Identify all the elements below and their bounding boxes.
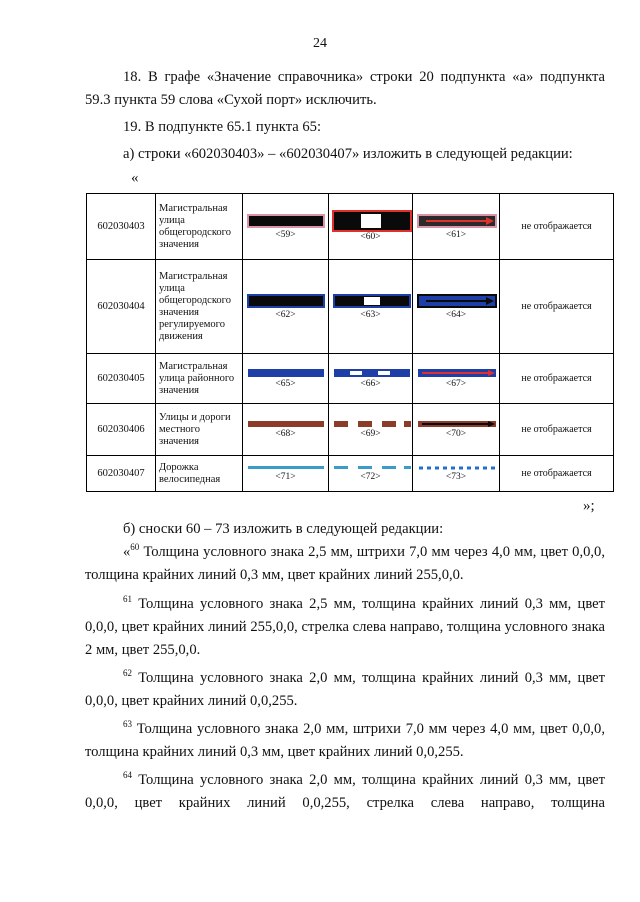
symbol-72 (332, 464, 412, 472)
symbols-table (86, 193, 614, 492)
paragraph-18: 18. В графе «Значение справочника» строки 20 подпункта «а» подпункта 59.3 пункта 59 слова «Сухой порт» исключить. (85, 69, 605, 108)
symbol-label: <65> (275, 379, 296, 389)
table-row (87, 404, 614, 456)
symbol-cell (413, 404, 500, 456)
table-row (87, 456, 614, 492)
symbol-64 (416, 292, 498, 310)
symbol-label: <59> (275, 230, 296, 240)
symbol-label: <69> (360, 429, 381, 439)
row-code: 602030404 (87, 260, 156, 354)
symbol-cell (329, 260, 413, 354)
row-code: 602030405 (87, 354, 156, 404)
table-row (87, 354, 614, 404)
symbol-label: <73> (445, 472, 467, 482)
symbol-cell (243, 456, 329, 492)
symbol-cell (329, 194, 413, 260)
footnote-64 (85, 769, 605, 815)
footnote-63 (85, 718, 605, 764)
symbol-cell (329, 354, 413, 404)
symbol-63 (332, 292, 412, 310)
paragraph-a: а) строки «602030403» – «602030407» изложить в следующей редакции: (123, 146, 573, 162)
symbol-73 (416, 464, 498, 472)
symbol-66 (332, 367, 412, 379)
footnote-60 (85, 541, 605, 587)
footnote-number: 62 (123, 668, 132, 679)
symbol-cell (329, 456, 413, 492)
display-status: не отображается (500, 260, 614, 354)
footnote-prefix: « (123, 544, 131, 560)
display-status: не отображается (500, 194, 614, 260)
page-number: 24 (313, 36, 327, 51)
row-name: Дорожка велосипедная (156, 456, 243, 492)
symbol-label: <64> (445, 310, 467, 320)
symbol-cell (243, 260, 329, 354)
footnote-number: 60 (130, 542, 140, 553)
table-row (87, 260, 614, 354)
row-name: Магистральная улица районного значения (156, 354, 243, 404)
symbol-70 (416, 419, 498, 429)
symbol-cell (413, 354, 500, 404)
symbol-label: <67> (445, 379, 467, 389)
footnote-number: 63 (123, 719, 132, 730)
symbol-59 (246, 212, 326, 230)
symbol-61 (416, 212, 498, 230)
symbol-69 (332, 419, 412, 429)
symbol-68 (246, 419, 326, 429)
row-code: 602030403 (87, 194, 156, 260)
display-status: не отображается (500, 456, 614, 492)
footnote-61 (85, 593, 605, 662)
symbol-label: <62> (275, 310, 296, 320)
symbol-label: <71> (275, 472, 296, 482)
symbol-65 (246, 367, 326, 379)
footnote-62 (85, 667, 605, 713)
symbol-label: <70> (445, 429, 467, 439)
quote-open: « (131, 170, 139, 186)
symbol-cell (413, 456, 500, 492)
symbol-cell (413, 194, 500, 260)
symbol-label: <61> (445, 230, 467, 240)
symbol-71 (246, 464, 326, 472)
symbol-cell (243, 404, 329, 456)
table-row (87, 194, 614, 260)
symbol-60 (332, 210, 412, 232)
symbol-label: <66> (360, 379, 381, 389)
symbol-62 (246, 292, 326, 310)
footnote-text: Толщина условного знака 2,5 мм, штрихи 7,0 мм через 4,0 мм, цвет 0,0,0, толщина крайних линий 0,3 мм, цвет крайних линий 255,0,0. (85, 544, 605, 583)
row-code: 602030406 (87, 404, 156, 456)
symbol-label: <63> (360, 310, 381, 320)
footnote-text: Толщина условного знака 2,0 мм, толщина крайних линий 0,3 мм, цвет 0,0,0, цвет крайних линий 0,0,255. (85, 670, 605, 709)
quote-close: »; (583, 498, 595, 514)
paragraph-19: 19. В подпункте 65.1 пункта 65: (123, 119, 322, 135)
row-name: Магистральная улица общегородского значения (156, 194, 243, 260)
display-status: не отображается (500, 404, 614, 456)
footnote-number: 64 (123, 770, 132, 781)
footnote-text: Толщина условного знака 2,0 мм, толщина крайних линий 0,3 мм, цвет 0,0,0, цвет крайних линий 0,0,255, стрелка слева направо, толщина (85, 772, 605, 811)
footnote-text: Толщина условного знака 2,0 мм, штрихи 7,0 мм через 4,0 мм, цвет 0,0,0, толщина крайних линий 0,3 мм, цвет крайних линий 0,0,255. (85, 721, 605, 760)
display-status: не отображается (500, 354, 614, 404)
symbol-cell (413, 260, 500, 354)
symbol-cell (329, 404, 413, 456)
symbol-label: <72> (360, 472, 381, 482)
row-code: 602030407 (87, 456, 156, 492)
symbol-label: <68> (275, 429, 296, 439)
footnote-text: Толщина условного знака 2,5 мм, толщина крайних линий 0,3 мм, цвет 0,0,0, цвет крайних линий 255,0,0, стрелка слева направо, толщина условного знака 2 мм, цвет 255,0,0. (85, 596, 605, 658)
symbol-cell (243, 194, 329, 260)
symbol-label: <60> (360, 232, 381, 242)
row-name: Улицы и дороги местного значения (156, 404, 243, 456)
footnote-number: 61 (123, 594, 132, 605)
paragraph-b: б) сноски 60 – 73 изложить в следующей редакции: (123, 521, 444, 537)
symbol-67 (416, 367, 498, 379)
row-name: Магистральная улица общегородского значения регулируемого движения (156, 260, 243, 354)
symbol-cell (243, 354, 329, 404)
